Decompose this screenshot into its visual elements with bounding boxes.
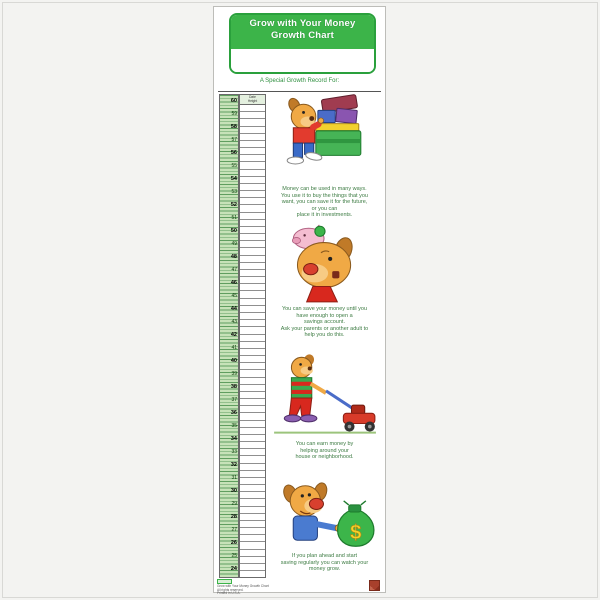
ladder-cell <box>240 335 265 342</box>
ladder-cell <box>240 378 265 385</box>
ruler-tick-label: 60 <box>230 98 237 104</box>
text-line: or you can <box>311 205 338 212</box>
ruler-tick-label: 58 <box>230 124 237 130</box>
ruler-tick-label: 40 <box>230 358 237 364</box>
coin <box>315 226 325 236</box>
illustration-dog-carrying-packages <box>272 94 376 184</box>
ladder-cell <box>240 514 265 521</box>
ruler-tick-label: 24 <box>230 566 237 572</box>
ruler-tick-label: 52 <box>230 202 237 208</box>
ladder-cell <box>240 442 265 449</box>
ladder-cell <box>240 507 265 514</box>
ruler-tick-label: 31 <box>231 475 237 481</box>
ladder-cell <box>240 349 265 356</box>
text-line: Ask your parents or another adult to <box>280 325 369 332</box>
ladder-cell <box>240 542 265 549</box>
ladder-cell <box>240 119 265 126</box>
sections-content <box>266 94 383 578</box>
ruler-tick-label: 48 <box>230 254 237 260</box>
section-text-grow <box>266 553 383 573</box>
ladder-cell <box>240 421 265 428</box>
ladder-cell <box>240 413 265 420</box>
ladder-cell <box>240 492 265 499</box>
name-write-area <box>231 49 374 74</box>
ladder-cell <box>240 449 265 456</box>
ladder-cell <box>240 141 265 148</box>
text-line: Money can be used in many ways. <box>282 186 367 192</box>
ruler-tick-label: 41 <box>231 345 237 351</box>
poster-footer <box>217 579 382 596</box>
ruler-tick-label: 57 <box>231 137 237 143</box>
subtitle: A Special Growth Record For: <box>259 78 340 84</box>
ruler-tick-label: 38 <box>230 384 237 390</box>
text-line: money grow. <box>308 566 341 573</box>
ladder-cell <box>240 571 265 577</box>
text-line: helping around your <box>300 447 349 454</box>
ladder-cell <box>240 392 265 399</box>
ruler-tick-label: 51 <box>231 215 237 221</box>
ladder-cell <box>240 435 265 442</box>
ladder-cell <box>240 177 265 184</box>
text-line: Printed in U.S.A. <box>217 591 241 596</box>
ruler-tick-label: 42 <box>230 332 237 338</box>
ladder-header-line1: Date <box>249 95 256 99</box>
ladder-cell <box>240 456 265 463</box>
ladder-cell <box>240 385 265 392</box>
ladder-cell <box>240 406 265 413</box>
ruler-tick-label: 54 <box>230 176 237 182</box>
ladder-cell <box>240 248 265 255</box>
ladder-cell <box>240 134 265 141</box>
ladder-cell <box>240 213 265 220</box>
ladder-cell <box>240 320 265 327</box>
ladder-cell <box>240 256 265 263</box>
ladder-cell <box>240 356 265 363</box>
text-line: savings account. <box>304 319 345 326</box>
ladder-cell <box>240 399 265 406</box>
ladder-cell <box>240 284 265 291</box>
text-line: house or neighborhood. <box>295 454 354 461</box>
ladder-cell <box>240 220 265 227</box>
ladder-cell <box>240 306 265 313</box>
ruler-tick-label: 37 <box>231 397 237 403</box>
text-line: want, you can save it for the future, <box>281 199 368 206</box>
ruler-tick-label: 59 <box>231 111 237 117</box>
ladder-cell <box>240 363 265 370</box>
brand-logo-icon <box>369 580 380 591</box>
ruler-tick-label: 26 <box>230 540 237 546</box>
section-text-earn <box>266 441 383 461</box>
ruler-tick-label: 45 <box>231 293 237 299</box>
ladder-cell <box>240 184 265 191</box>
package-stack <box>316 94 361 155</box>
ladder-cell <box>240 535 265 542</box>
text-line: You use it to buy the things that you <box>281 192 368 199</box>
text-line: have enough to open a <box>296 312 353 319</box>
ruler-tick-label: 36 <box>230 410 237 416</box>
ladder-cell <box>240 234 265 241</box>
name-line <box>218 91 381 92</box>
ladder-cell <box>240 478 265 485</box>
ruler-tick-label: 34 <box>230 436 237 442</box>
ruler-tick-label: 32 <box>230 462 237 468</box>
ladder-header <box>240 95 265 105</box>
ladder-cell <box>240 557 265 564</box>
ladder-cell <box>240 521 265 528</box>
ladder-cell <box>240 464 265 471</box>
dog-figure <box>281 481 342 540</box>
dog-figure <box>284 354 326 422</box>
ladder-cell <box>240 198 265 205</box>
ladder-cell <box>240 170 265 177</box>
ladder-cell <box>240 327 265 334</box>
text-line: help you do this. <box>304 332 345 339</box>
ladder-cell <box>240 105 265 112</box>
ruler-scale <box>219 94 239 578</box>
dollar-sign: $ <box>350 522 362 545</box>
fine-print <box>217 585 269 596</box>
ladder-cell <box>240 270 265 277</box>
text-line: You can save your money until you <box>281 306 368 312</box>
ladder-cell <box>240 313 265 320</box>
ladder-cell <box>240 528 265 535</box>
ruler-tick-label: 28 <box>230 514 237 520</box>
section-text-spend <box>266 186 383 219</box>
ladder-cell <box>240 277 265 284</box>
ruler-tick-label: 56 <box>230 150 237 156</box>
ruler-tick-label: 50 <box>230 228 237 234</box>
ruler-tick-label: 53 <box>231 189 237 195</box>
ruler-tick-label: 25 <box>231 553 237 559</box>
ladder-cell <box>240 291 265 298</box>
text-line: If you plan ahead and start <box>291 553 358 559</box>
ruler-tick-label: 43 <box>231 319 237 325</box>
ladder-cell <box>240 241 265 248</box>
ladder-cell <box>240 263 265 270</box>
ladder-header-line2: Height <box>247 98 258 103</box>
ladder-cell <box>240 428 265 435</box>
title-line-1: Grow with Your Money <box>249 18 356 29</box>
text-line: place it in investments. <box>296 212 353 219</box>
ladder-cell <box>240 227 265 234</box>
ruler-tick-label: 49 <box>231 241 237 247</box>
text-line: All rights reserved. <box>217 587 244 592</box>
ladder-cell <box>240 342 265 349</box>
illustration-dog-with-piggy-bank <box>276 222 368 304</box>
ruler-tick-label: 47 <box>231 267 237 273</box>
ruler-tick-label: 30 <box>230 488 237 494</box>
section-text-save <box>266 306 383 339</box>
ladder-cell <box>240 205 265 212</box>
ruler-tick-label: 46 <box>230 280 237 286</box>
ladder-cell <box>240 564 265 571</box>
growth-chart-poster <box>213 6 386 596</box>
ruler-tick-label: 39 <box>231 371 237 377</box>
ladder-cell <box>240 191 265 198</box>
ruler-tick-label: 27 <box>231 527 237 533</box>
ladder-cell <box>240 299 265 306</box>
illustration-dog-mowing-lawn <box>268 354 380 438</box>
text-line: You can earn money by <box>295 441 354 447</box>
ladder-cell <box>240 471 265 478</box>
title-box <box>229 13 376 74</box>
text-line: saving regularly you can watch your <box>280 559 369 566</box>
ruler-tick-label: 35 <box>231 423 237 429</box>
ladder-cell <box>240 499 265 506</box>
ladder-cell <box>240 370 265 377</box>
ladder-cell <box>240 155 265 162</box>
ruler-tick-label: 33 <box>231 449 237 455</box>
chart-area <box>214 94 385 578</box>
title-line-2: Growth Chart <box>270 30 335 41</box>
ruler-tick-label: 44 <box>230 306 237 312</box>
ladder-cell <box>240 485 265 492</box>
ladder-cell <box>240 550 265 557</box>
ruler-tick-label: 55 <box>231 163 237 169</box>
ladder-cell <box>240 127 265 134</box>
record-ladder <box>239 94 266 578</box>
ladder-cell <box>240 148 265 155</box>
ruler-tick-label: 29 <box>231 501 237 507</box>
ladder-cell <box>240 112 265 119</box>
money-bag <box>338 501 374 546</box>
illustration-dog-with-money-bag <box>266 480 382 550</box>
ladder-cell <box>240 162 265 169</box>
poster-title <box>231 15 374 49</box>
text-line: Grow with Your Money Growth Chart <box>217 584 269 588</box>
